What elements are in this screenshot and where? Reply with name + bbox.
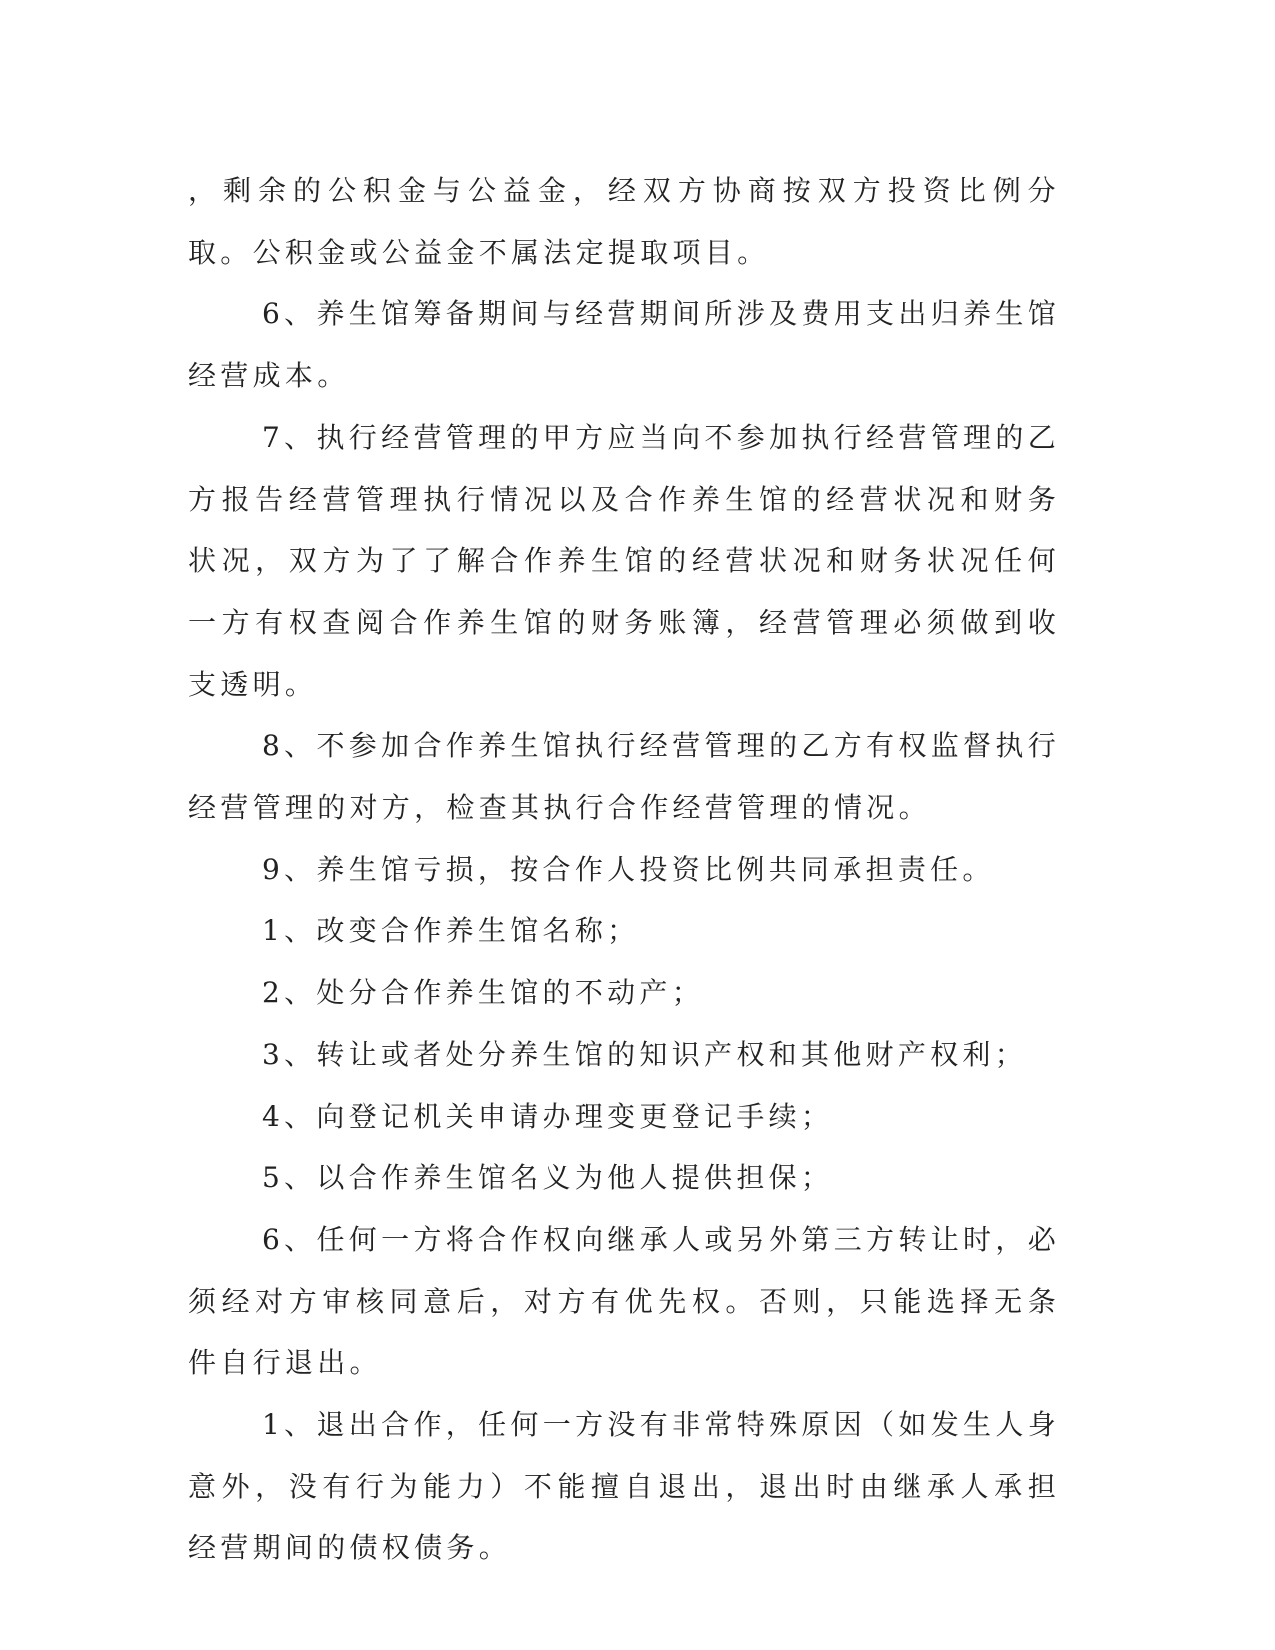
paragraph-item-6: 6、养生馆筹备期间与经营期间所涉及费用支出归养生馆经营成本。 bbox=[188, 297, 1060, 393]
document-body bbox=[188, 160, 1060, 1579]
paragraph-list-6: 6、任何一方将合作权向继承人或另外第三方转让时，必须经对方审核同意后，对方有优先权。否则，只能选择无条件自行退出。 bbox=[188, 1222, 1060, 1380]
paragraph-list-1: 1、改变合作养生馆名称； bbox=[262, 914, 640, 948]
paragraph-item-9: 9、养生馆亏损，按合作人投资比例共同承担责任。 bbox=[262, 852, 995, 886]
paragraph-list-2: 2、处分合作养生馆的不动产； bbox=[262, 976, 705, 1010]
paragraph-exit-1: 1、退出合作，任何一方没有非常特殊原因（如发生人身意外，没有行为能力）不能擅自退出，退出时由继承人承担经营期间的债权债务。 bbox=[188, 1408, 1060, 1565]
paragraph-continuation: ，剩余的公积金与公益金，经双方协商按双方投资比例分取。公积金或公益金不属法定提取项目。 bbox=[188, 174, 1060, 269]
paragraph-list-3: 3、转让或者处分养生馆的知识产权和其他财产权利； bbox=[262, 1037, 1028, 1071]
paragraph-item-8: 8、不参加合作养生馆执行经营管理的乙方有权监督执行经营管理的对方，检查其执行合作经营管理的情况。 bbox=[188, 729, 1060, 825]
paragraph-list-4: 4、向登记机关申请办理变更登记手续； bbox=[262, 1099, 834, 1133]
paragraph-item-7: 7、执行经营管理的甲方应当向不参加执行经营管理的乙方报告经营管理执行情况以及合作养生馆的经营状况和财务状况，双方为了了解合作养生馆的经营状况和财务状况任何一方有权查阅合作养生馆的财务账簿，经营管理必须做到收支透明。 bbox=[188, 420, 1060, 701]
paragraph-list-5: 5、以合作养生馆名义为他人提供担保； bbox=[262, 1161, 834, 1195]
